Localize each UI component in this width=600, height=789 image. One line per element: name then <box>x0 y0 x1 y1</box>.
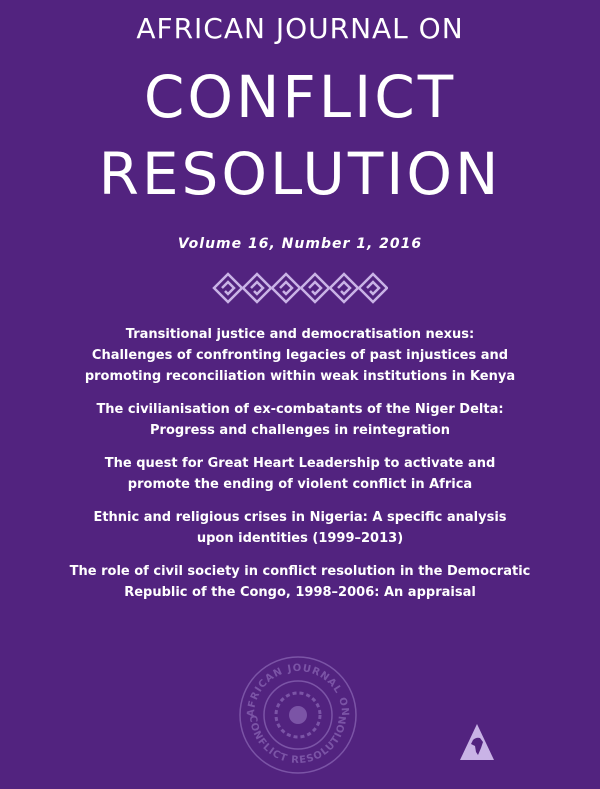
article-title <box>20 561 580 603</box>
seal-top-text: AFRICAN JOURNAL ON <box>245 662 351 718</box>
article-title <box>20 507 580 549</box>
article-title-line: Progress and challenges in reintegration <box>150 423 450 438</box>
accord-africa-logo-icon <box>458 722 496 762</box>
article-title-line: Ethnic and religious crises in Nigeria: A specific analysis <box>93 510 507 525</box>
journal-title-line2: RESOLUTION <box>98 140 502 208</box>
article-title-line: upon identities (1999–2013) <box>196 531 404 546</box>
article-title-line: promote the ending of violent conflict in Africa <box>127 477 473 492</box>
seal-emblem-icon <box>238 655 358 775</box>
volume-info: Volume 16, Number 1, 2016 <box>177 236 423 252</box>
article-title <box>20 324 580 387</box>
journal-title-line1: CONFLICT <box>143 63 457 131</box>
article-title-line: The role of civil society in conflict resolution in the Democratic <box>69 564 531 579</box>
article-title-line: The civilianisation of ex-combatants of the Niger Delta: <box>96 402 504 417</box>
article-title <box>20 399 580 441</box>
article-title-line: Republic of the Congo, 1998–2006: An appraisal <box>124 585 476 600</box>
article-title-line: Challenges of confronting legacies of past injustices and <box>91 348 509 363</box>
article-title <box>20 453 580 495</box>
table-of-contents <box>20 324 580 615</box>
article-title-line: Transitional justice and democratisation nexus: <box>125 327 475 342</box>
article-title-line: The quest for Great Heart Leadership to activate and <box>104 456 496 471</box>
diamond-ornament-icon <box>212 272 388 304</box>
journal-subtitle: AFRICAN JOURNAL ON <box>136 12 464 45</box>
article-title-line: promoting reconciliation within weak institutions in Kenya <box>84 369 516 384</box>
seal-bottom-text: CONFLICT RESOLUTION <box>246 714 350 767</box>
